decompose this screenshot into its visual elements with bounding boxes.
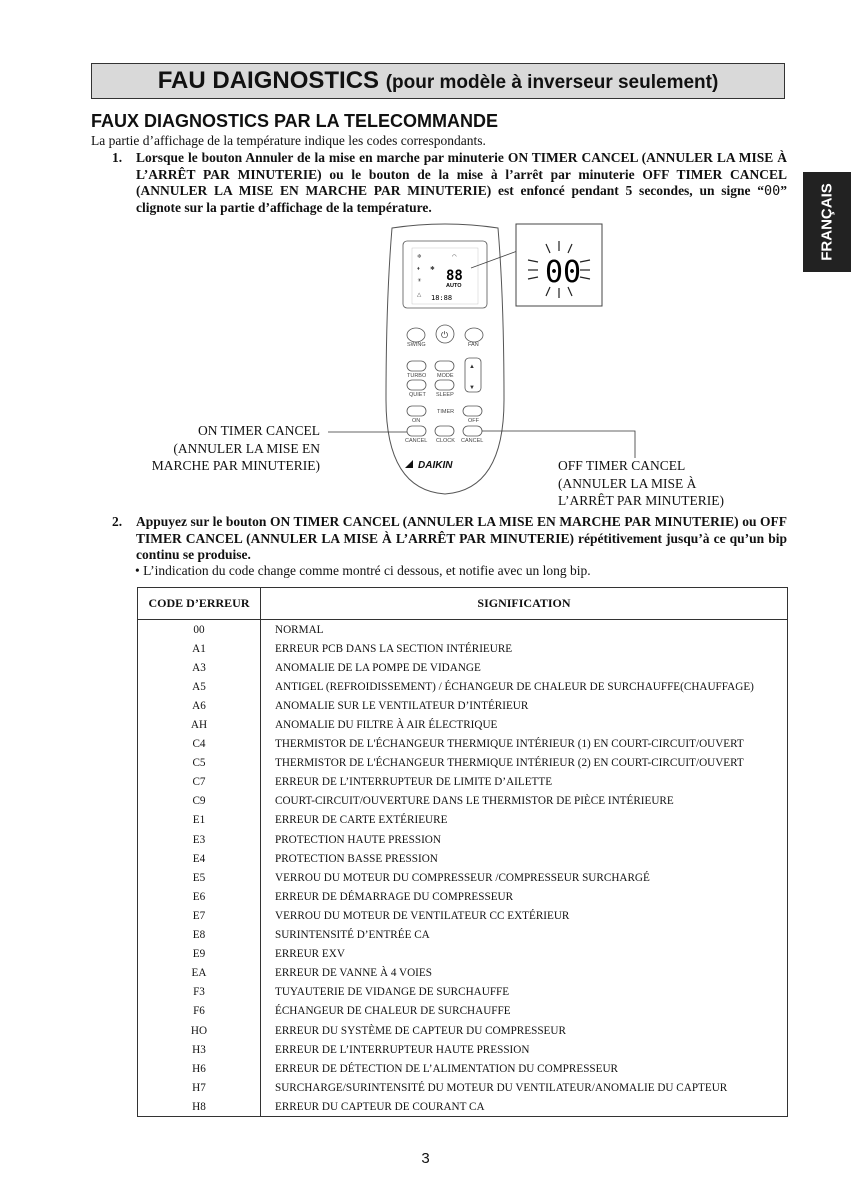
table-row	[138, 868, 788, 887]
table-row	[138, 811, 788, 830]
table-row	[138, 906, 788, 925]
error-meaning-cell: ERREUR DE DÉTECTION DE L’ALIMENTATION DU COMPRESSEUR	[261, 1059, 788, 1078]
lcd-digits: 88	[446, 268, 463, 284]
error-meaning-cell: VERROU DU MOTEUR DE VENTILATEUR CC EXTÉRIEUR	[261, 906, 788, 925]
clock-label: CLOCK	[436, 438, 455, 444]
error-meaning-cell: ERREUR DE L’INTERRUPTEUR HAUTE PRESSION	[261, 1040, 788, 1059]
fan-icon: ✱	[430, 266, 435, 272]
error-meaning-cell: ANOMALIE DU FILTRE À AIR ÉLECTRIQUE	[261, 715, 788, 734]
table-header-row	[138, 588, 788, 620]
mode-button[interactable]	[435, 361, 454, 371]
warning-icon: △	[417, 292, 422, 298]
quiet-button[interactable]	[407, 380, 426, 390]
error-code-cell: C9	[138, 792, 261, 811]
error-code-cell: E1	[138, 811, 261, 830]
table-row	[138, 945, 788, 964]
table-row	[138, 1097, 788, 1117]
off-timer-label-line-3: L’ARRÊT PAR MINUTERIE)	[558, 493, 725, 508]
brand-logo: DAIKIN	[418, 460, 453, 471]
table-row	[138, 1078, 788, 1097]
on-timer-label-line-2: (ANNULER LA MISE EN	[173, 440, 320, 456]
table-row	[138, 1040, 788, 1059]
table-row	[138, 735, 788, 754]
error-code-cell: E3	[138, 830, 261, 849]
table-row	[138, 677, 788, 696]
error-code-cell: E8	[138, 926, 261, 945]
error-meaning-cell: ERREUR DE DÉMARRAGE DU COMPRESSEUR	[261, 887, 788, 906]
section-title: FAUX DIAGNOSTICS PAR LA TELECOMMANDE	[91, 111, 499, 131]
table-row	[138, 1002, 788, 1021]
temp-down-icon: ▼	[469, 385, 475, 391]
error-code-cell: C4	[138, 735, 261, 754]
banner-title: FAU DAIGNOSTICS	[157, 67, 380, 94]
error-meaning-cell: ERREUR DU SYSTÈME DE CAPTEUR DU COMPRESSEUR	[261, 1021, 788, 1040]
error-code-cell: E4	[138, 849, 261, 868]
error-meaning-cell: PROTECTION HAUTE PRESSION	[261, 830, 788, 849]
page-number: 3	[421, 1150, 430, 1167]
signal-icon: ◠	[452, 254, 457, 260]
bullet-note: • L’indication du code change comme montré ci dessous, et notifie avec un long bip.	[135, 563, 591, 578]
step-2-number: 2.	[112, 514, 123, 529]
on-timer-button[interactable]	[407, 406, 426, 416]
off-timer-cancel-label	[558, 457, 758, 510]
language-tab-label: FRANÇAIS	[818, 183, 836, 261]
swing-label: SWING	[407, 342, 426, 348]
error-meaning-cell: THERMISTOR DE L'ÉCHANGEUR THERMIQUE INTÉRIEUR (1) EN COURT-CIRCUIT/OUVERT	[261, 735, 788, 754]
error-code-cell: H7	[138, 1078, 261, 1097]
cancel-left-label: CANCEL	[405, 438, 428, 444]
bullet-note-text: L’indication du code change comme montré ci dessous, et notifie avec un long bip.	[143, 563, 591, 578]
lcd-auto: AUTO	[446, 283, 462, 289]
off-timer-label-line-2: (ANNULER LA MISE À	[558, 475, 697, 491]
error-code-cell: H6	[138, 1059, 261, 1078]
error-code-cell: A5	[138, 677, 261, 696]
error-meaning-cell: ANTIGEL (REFROIDISSEMENT) / ÉCHANGEUR DE CHALEUR DE SURCHAUFFE(CHAUFFAGE)	[261, 677, 788, 696]
error-meaning-cell: ÉCHANGEUR DE CHALEUR DE SURCHAUFFE	[261, 1002, 788, 1021]
error-code-cell: F3	[138, 983, 261, 1002]
table-row	[138, 773, 788, 792]
error-code-table	[137, 587, 788, 1117]
swing-button[interactable]	[407, 328, 425, 342]
error-meaning-cell: ERREUR DE L’INTERRUPTEUR DE LIMITE D’AILETTE	[261, 773, 788, 792]
remote-diagram	[0, 0, 851, 520]
on-label: ON	[412, 418, 421, 424]
error-meaning-cell: COURT-CIRCUIT/OUVERTURE DANS LE THERMISTOR DE PIÈCE INTÉRIEURE	[261, 792, 788, 811]
timer-label: TIMER	[437, 409, 455, 415]
step-2-text: Appuyez sur le bouton ON TIMER CANCEL (ANNULER LA MISE EN MARCHE PAR MINUTERIE) ou OFF TIMER CANCEL (ANNULER LA MISE À L’ARRÊT PAR MINUTERIE) répétitivement jusqu’à ce qu’un bip continu se produise.	[136, 514, 787, 562]
error-meaning-cell: VERROU DU MOTEUR DU COMPRESSEUR /COMPRESSEUR SURCHARGÉ	[261, 868, 788, 887]
turbo-label: TURBO	[407, 373, 427, 379]
sleep-button[interactable]	[435, 380, 454, 390]
error-meaning-cell: ERREUR PCB DANS LA SECTION INTÉRIEURE	[261, 639, 788, 658]
step-1-number: 1.	[112, 150, 123, 165]
fan-button[interactable]	[465, 328, 483, 342]
snow-icon: ❄	[417, 254, 422, 260]
table-row	[138, 849, 788, 868]
error-code-cell: A1	[138, 639, 261, 658]
off-timer-button[interactable]	[463, 406, 482, 416]
off-timer-label-line-1: OFF TIMER CANCEL	[558, 458, 686, 473]
error-code-cell: A6	[138, 696, 261, 715]
quiet-label: QUIET	[409, 392, 426, 398]
table-row	[138, 964, 788, 983]
error-code-cell: H8	[138, 1097, 261, 1117]
table-row	[138, 926, 788, 945]
error-code-cell: AH	[138, 715, 261, 734]
table-body	[138, 620, 788, 1117]
table-row	[138, 658, 788, 677]
error-meaning-cell: ERREUR DE CARTE EXTÉRIEURE	[261, 811, 788, 830]
off-label: OFF	[468, 418, 479, 424]
error-code-cell: A3	[138, 658, 261, 677]
error-code-cell: E6	[138, 887, 261, 906]
off-timer-cancel-button[interactable]	[463, 426, 482, 436]
sun-icon: ☀	[417, 278, 422, 284]
on-timer-label-line-3: MARCHE PAR MINUTERIE)	[151, 458, 320, 473]
error-code-cell: C5	[138, 754, 261, 773]
step-1-text-main: Lorsque le bouton Annuler de la mise en marche par minuterie ON TIMER CANCEL (ANNULER LA MISE À L’ARRÊT PAR MINUTERIE) ou le bouton de la mise à l’arrêt par minuterie OFF TIMER CANCEL (ANNULER LA MISE EN MARCHE PAR MINUTERIE) est enfoncé pendant 5 secondes, un signe “	[136, 150, 787, 198]
fan-label: FAN	[468, 342, 479, 348]
table-row	[138, 1059, 788, 1078]
error-code-cell: E7	[138, 906, 261, 925]
cancel-right-label: CANCEL	[461, 438, 484, 444]
table-row	[138, 983, 788, 1002]
step-1-text-end: ” clignote sur la partie d’affichage de la température.	[136, 183, 787, 215]
header-meaning: SIGNIFICATION	[261, 588, 788, 620]
step-1-symbol: 00	[763, 183, 781, 199]
table-row	[138, 1021, 788, 1040]
zoom-digits: 00	[545, 255, 582, 290]
error-code-cell: EA	[138, 964, 261, 983]
header-code: CODE D’ERREUR	[138, 588, 261, 620]
mode-label: MODE	[437, 373, 454, 379]
table-row	[138, 792, 788, 811]
power-icon: ⏻	[441, 331, 449, 341]
table-row	[138, 715, 788, 734]
error-code-cell: 00	[138, 620, 261, 640]
error-meaning-cell: ERREUR DE VANNE À 4 VOIES	[261, 964, 788, 983]
on-timer-cancel-button[interactable]	[407, 426, 426, 436]
error-meaning-cell: THERMISTOR DE L'ÉCHANGEUR THERMIQUE INTÉRIEUR (2) EN COURT-CIRCUIT/OUVERT	[261, 754, 788, 773]
error-code-cell: E5	[138, 868, 261, 887]
sleep-label: SLEEP	[436, 392, 454, 398]
clock-button[interactable]	[435, 426, 454, 436]
error-code-cell: HO	[138, 1021, 261, 1040]
banner-subtitle: (pour modèle à inverseur seulement)	[385, 72, 719, 93]
error-meaning-cell: SURINTENSITÉ D’ENTRÉE CA	[261, 926, 788, 945]
error-meaning-cell: SURCHARGE/SURINTENSITÉ DU MOTEUR DU VENTILATEUR/ANOMALIE DU CAPTEUR	[261, 1078, 788, 1097]
table-row	[138, 696, 788, 715]
table-row	[138, 639, 788, 658]
on-timer-cancel-label	[140, 422, 320, 475]
table-row	[138, 754, 788, 773]
error-meaning-cell: ERREUR DU CAPTEUR DE COURANT CA	[261, 1097, 788, 1117]
table-row	[138, 830, 788, 849]
drop-icon: ♦	[417, 266, 420, 272]
error-meaning-cell: TUYAUTERIE DE VIDANGE DE SURCHAUFFE	[261, 983, 788, 1002]
on-timer-label-line-1: ON TIMER CANCEL	[197, 423, 320, 438]
error-code-cell: F6	[138, 1002, 261, 1021]
table-row	[138, 620, 788, 640]
turbo-button[interactable]	[407, 361, 426, 371]
error-meaning-cell: ANOMALIE DE LA POMPE DE VIDANGE	[261, 658, 788, 677]
error-meaning-cell: ERREUR EXV	[261, 945, 788, 964]
table-row	[138, 887, 788, 906]
error-code-cell: E9	[138, 945, 261, 964]
error-meaning-cell: NORMAL	[261, 620, 788, 640]
lcd-clock: 18:88	[431, 294, 453, 302]
intro-text: La partie d’affichage de la température indique les codes correspondants.	[91, 133, 486, 148]
error-code-cell: C7	[138, 773, 261, 792]
error-meaning-cell: ANOMALIE SUR LE VENTILATEUR D’INTÉRIEUR	[261, 696, 788, 715]
error-code-cell: H3	[138, 1040, 261, 1059]
error-meaning-cell: PROTECTION BASSE PRESSION	[261, 849, 788, 868]
temp-up-icon: ▲	[469, 364, 475, 370]
off-cancel-callout	[482, 431, 635, 458]
